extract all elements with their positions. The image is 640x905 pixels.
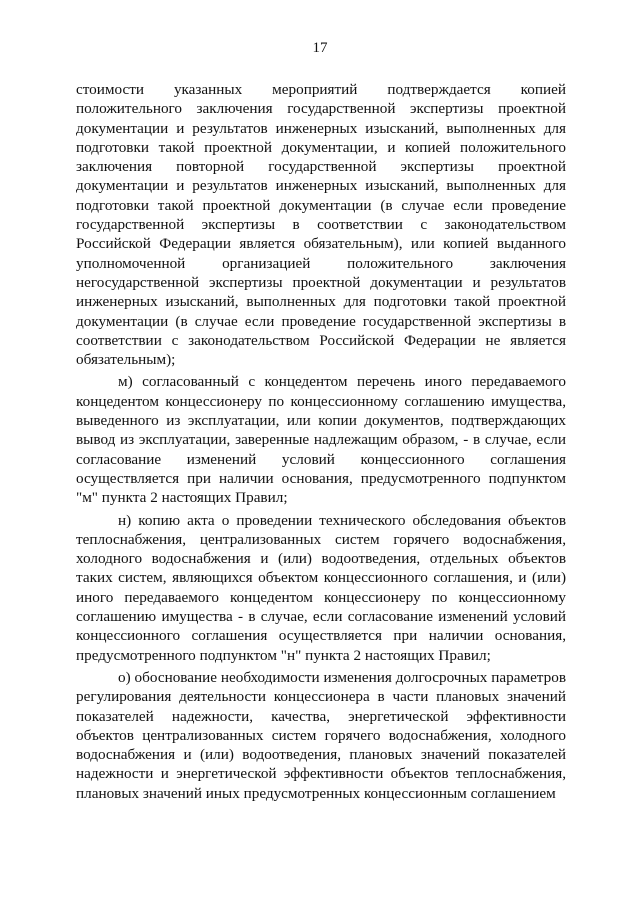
paragraph-item-m: м) согласованный с концедентом перечень иного передаваемого концедентом концессионеру по концессионному соглашению имущества, выведенного из эксплуатации, или копии документов, подтверждающих вывод из эксплуатации, заверенные надлежащим образом, - в случае, если согласование изменений условий концессионного соглашения осуществляется при наличии основания, предусмотренного подпунктом "м" пункта 2 настоящих Правил; bbox=[76, 373, 566, 507]
paragraph-item-o: о) обоснование необходимости изменения долгосрочных параметров регулирования деятельности концессионера в части плановых значений показателей надежности, качества, энергетической эффективности объектов централизованных систем горячего водоснабжения, холодного водоснабжения и (или) водоотведения, плановых значений показателей надежности и энергетической эффективности объектов теплоснабжения, плановых значений иных предусмотренных концессионным соглашением bbox=[76, 668, 566, 802]
page-number: 17 bbox=[312, 40, 328, 56]
paragraph-item-n: н) копию акта о проведении технического обследования объектов теплоснабжения, централизованных систем горячего водоснабжения, холодного водоснабжения и (или) водоотведения, отдельных объектов таких систем, являющихся объектом концессионного соглашения, и (или) иного передаваемого концедентом концессионеру по концессионному соглашению имущества - в случае, если согласование изменений условий концессионного соглашения осуществляется при наличии основания, предусмотренного подпунктом "н" пункта 2 настоящих Правил; bbox=[76, 511, 566, 664]
document-body bbox=[76, 80, 566, 803]
paragraph-continuation: стоимости указанных мероприятий подтверждается копией положительного заключения государственной экспертизы проектной документации и результатов инженерных изысканий, выполненных для подготовки такой проектной документации, и копией положительного заключения повторной государственной экспертизы проектной документации и результатов инженерных изысканий, выполненных для подготовки такой проектной документации (в случае если проведение государственной экспертизы в соответствии с законодательством Российской Федерации является обязательным), или копией выданного уполномоченной организацией положительного заключения негосударственной экспертизы проектной документации и результатов инженерных изысканий, выполненных для подготовки такой проектной документации (в случае если проведение государственной экспертизы в соответствии с законодательством Российской Федерации не является обязательным); bbox=[76, 81, 566, 369]
